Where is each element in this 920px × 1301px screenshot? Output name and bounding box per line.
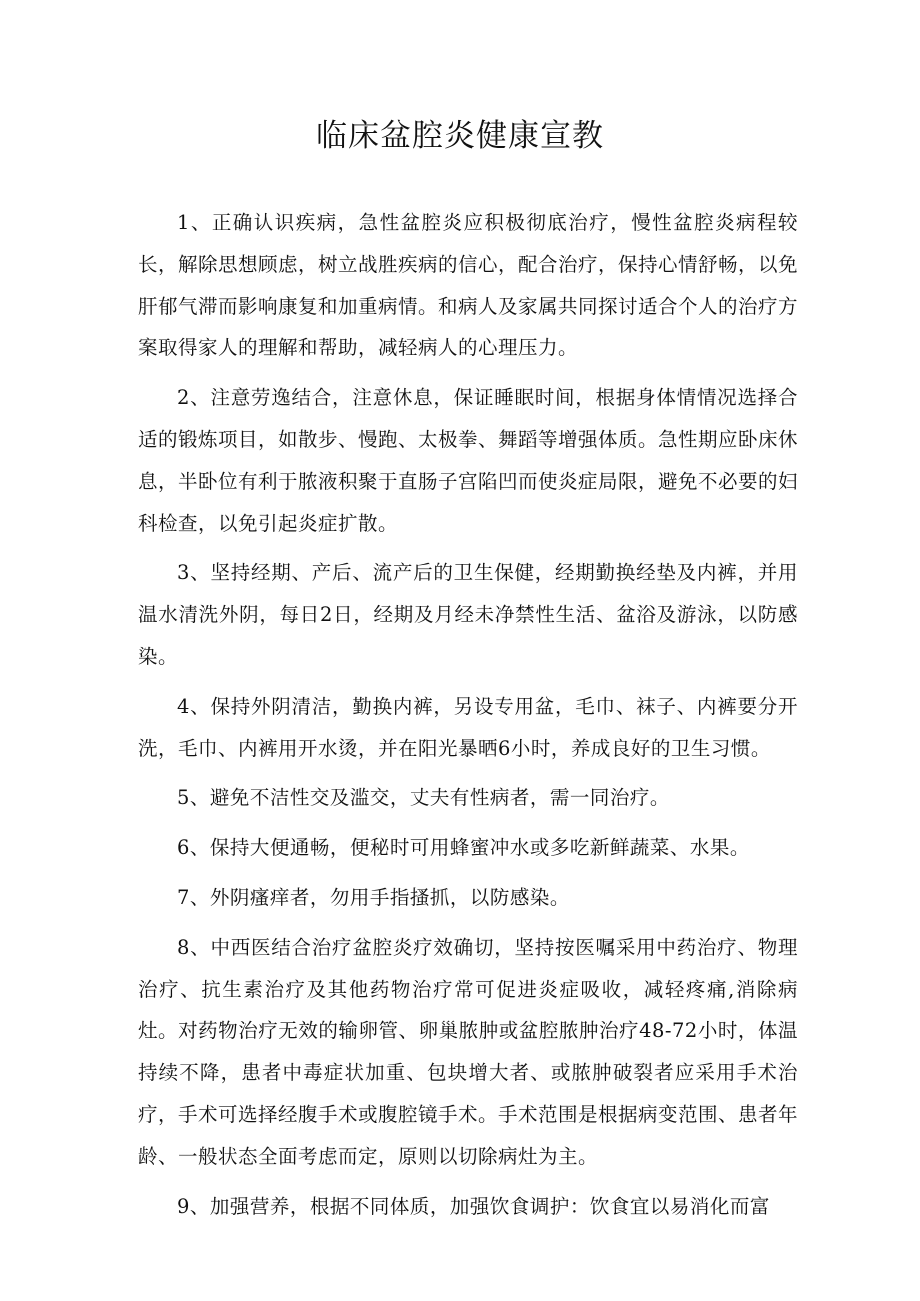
document-body: [138, 202, 798, 1235]
paragraph-2: 2、注意劳逸结合，注意休息，保证睡眠时间，根据身体情情况选择合适的锻炼项目，如散步、慢跑、太极拳、舞蹈等增强体质。急性期应卧床休息，半卧位有利于脓液积聚于直肠子宫陷凹而使炎症局限，避免不必要的妇科检查，以免引起炎症扩散。: [138, 386, 799, 535]
paragraph-3: 3、坚持经期、产后、流产后的卫生保健，经期勤换经垫及内裤，并用温水清洗外阴，每日2日，经期及月经未净禁性生活、盆浴及游泳，以防感染。: [138, 561, 798, 668]
paragraph-9: 9、加强营养，根据不同体质，加强饮食调护：饮食宜以易消化而富: [177, 1194, 770, 1218]
paragraph-6: 6、保持大便通畅，便秘时可用蜂蜜冲水或多吃新鲜蔬菜、水果。: [177, 836, 750, 860]
paragraph-8: 8、中西医结合治疗盆腔炎疗效确切，坚持按医嘱采用中药治疗、物理治疗、抗生素治疗及其他药物治疗常可促进炎症吸收，减轻疼痛,消除病灶。对药物治疗无效的输卵管、卵巢脓肿或盆腔脓肿治疗48-72小时，体温持续不降，患者中毒症状加重、包块增大者、或脓肿破裂者应采用手术治疗，手术可选择经腹手术或腹腔镜手术。手术范围是根据病变范围、患者年龄、一般状态全面考虑而定，原则以切除病灶为主。: [138, 935, 799, 1168]
paragraph-4: 4、保持外阴清洁，勤换内裤，另设专用盆，毛巾、袜子、内裤要分开洗，毛巾、内裤用开水烫，并在阳光暴晒6小时，养成良好的卫生习惯。: [138, 694, 798, 760]
paragraph-7: 7、外阴瘙痒者，勿用手指搔抓，以防感染。: [177, 885, 570, 909]
paragraph-1: 1、正确认识疾病，急性盆腔炎应积极彻底治疗，慢性盆腔炎病程较长，解除思想顾虑，树立战胜疾病的信心，配合治疗，保持心情舒畅，以免肝郁气滞而影响康复和加重病情。和病人及家属共同探讨适合个人的治疗方案取得家人的理解和帮助，减轻病人的心理压力。: [138, 211, 799, 360]
paragraph-5: 5、避免不洁性交及滥交，丈夫有性病者，需一同治疗。: [177, 786, 670, 810]
document-title: 临床盆腔炎健康宣教: [316, 118, 604, 154]
